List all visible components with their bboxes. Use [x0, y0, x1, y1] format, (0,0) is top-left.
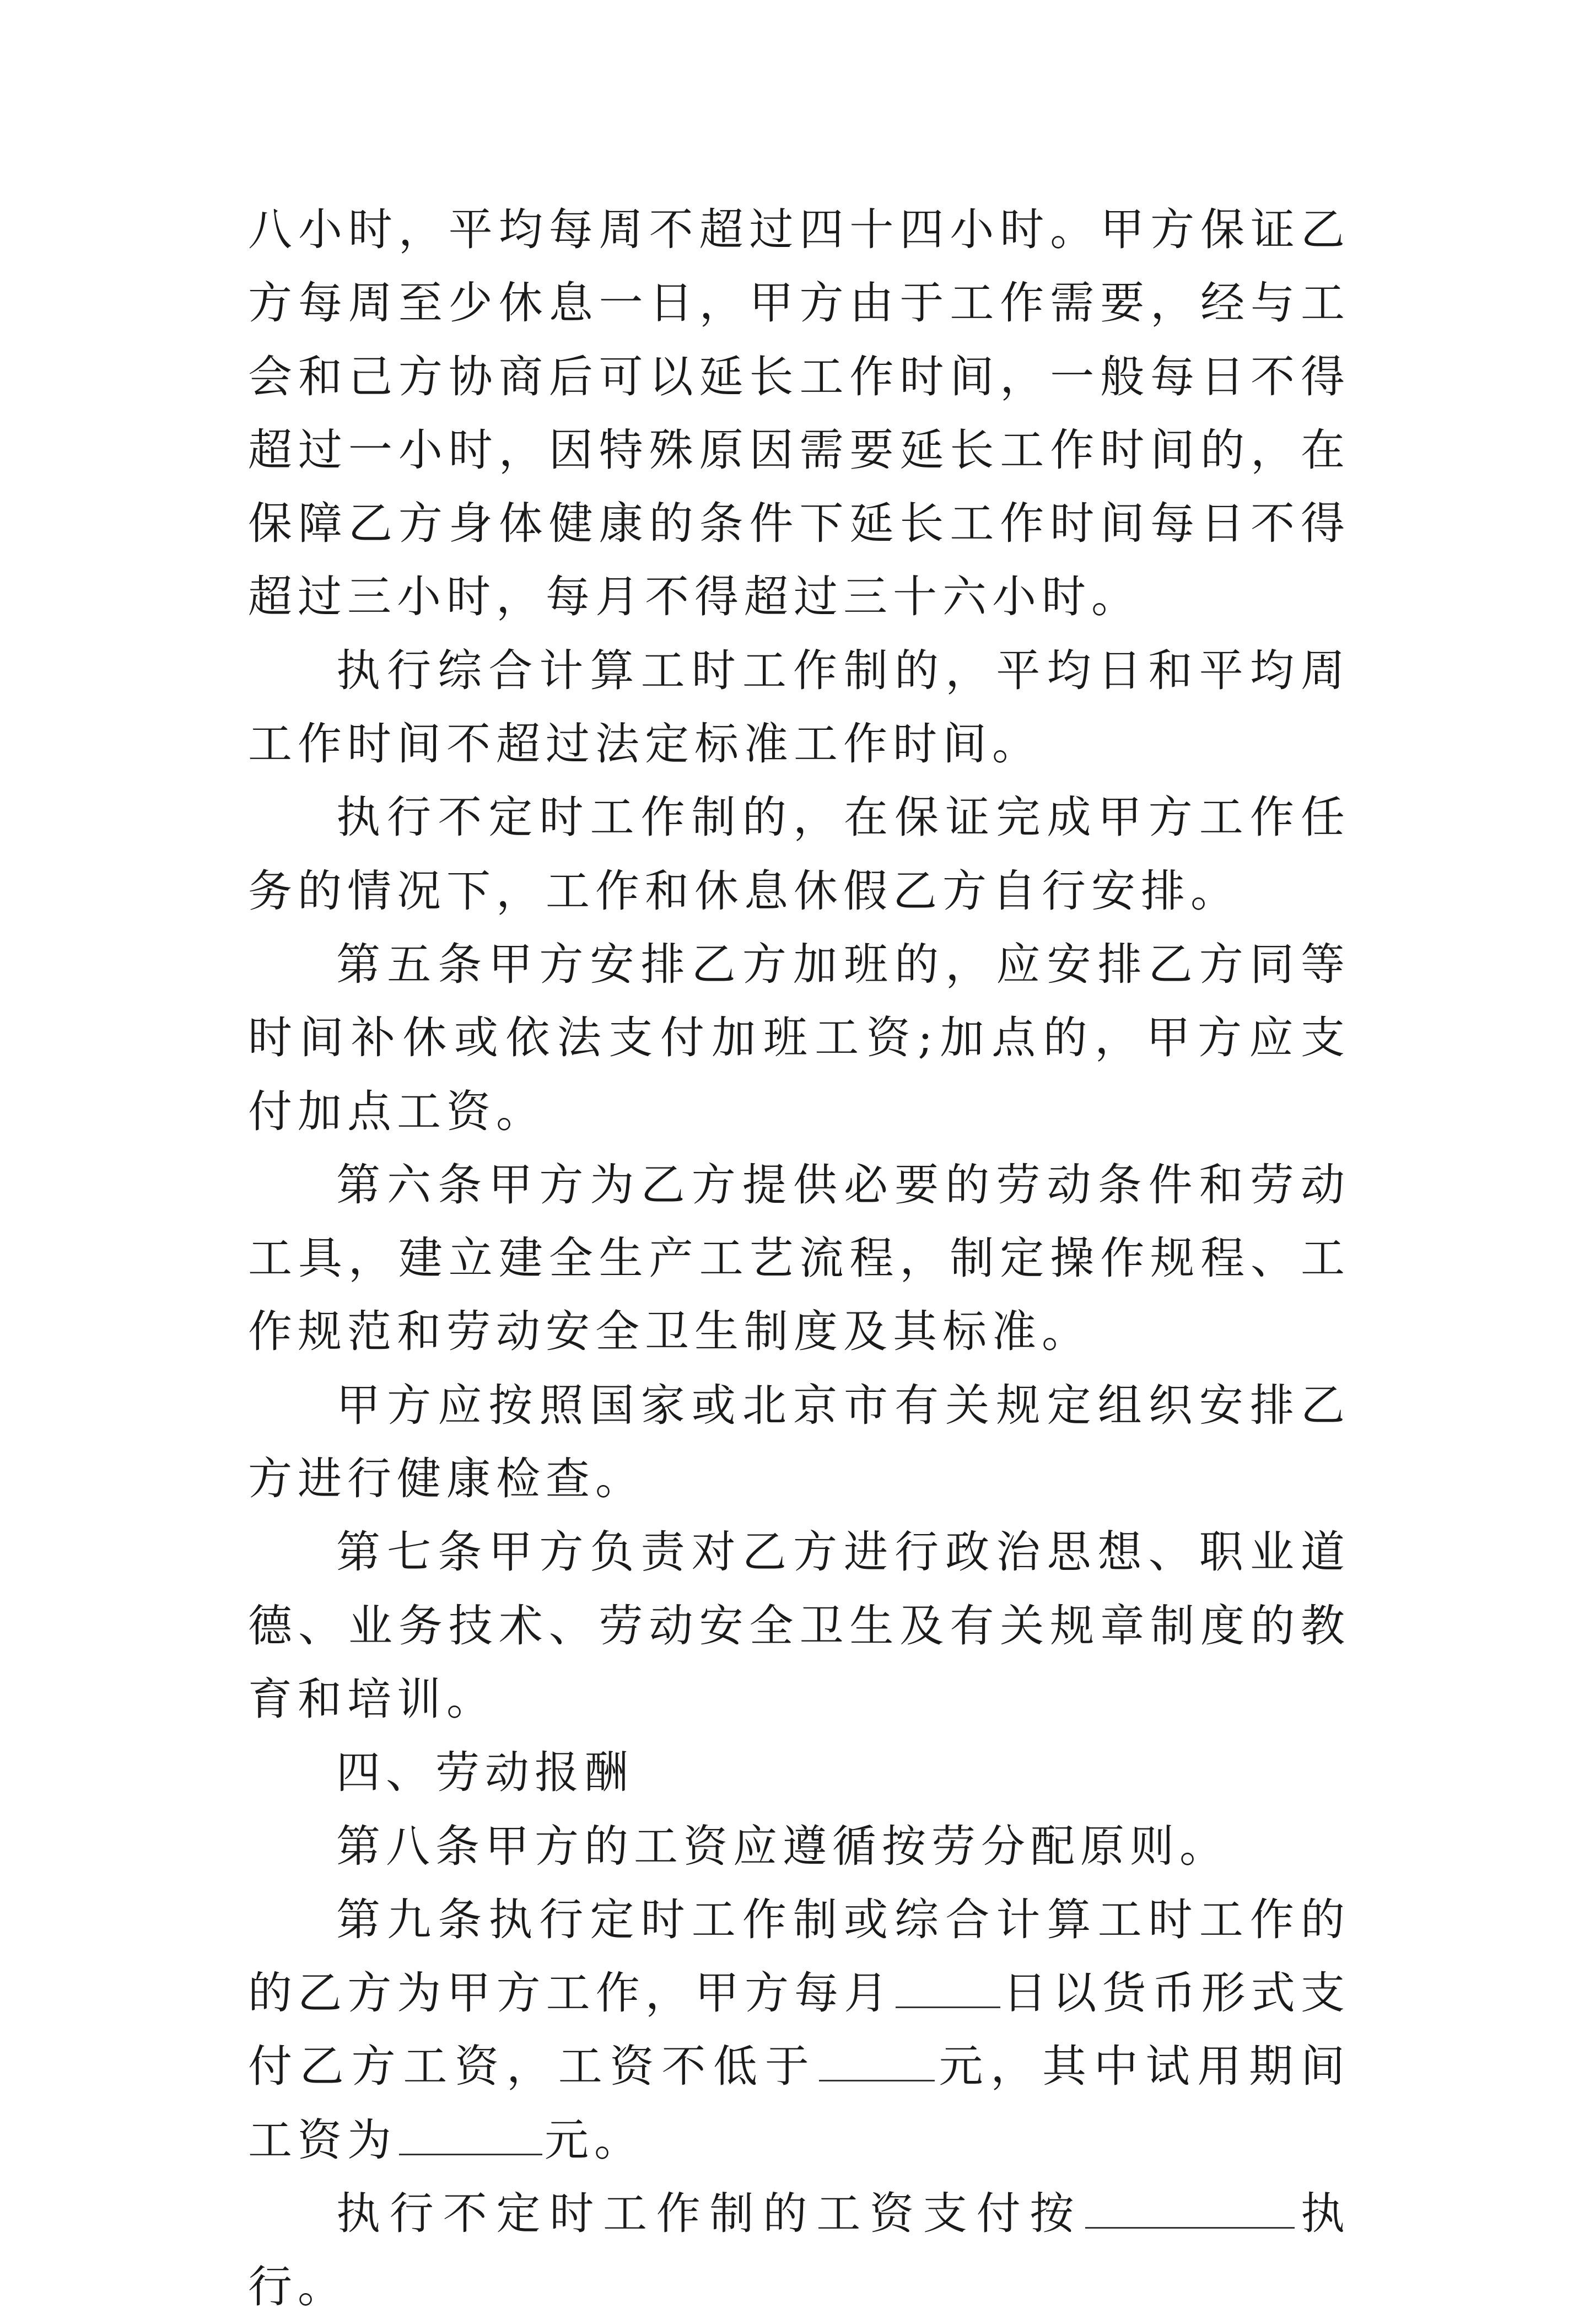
document-body	[248, 193, 1350, 2324]
clause-9-text-3: 元，其中试用期间工资为	[248, 2041, 1351, 2166]
flexible-pay-text-2: 执行。	[248, 2188, 1351, 2313]
clause-9-text-4: 元。	[545, 2114, 644, 2166]
paragraph-flexible-hours: 执行不定时工作制的，在保证完成甲方工作任务的情况下，工作和休息休假乙方自行安排。	[248, 792, 1350, 917]
flexible-pay-method-blank[interactable]	[1085, 2187, 1295, 2229]
section-heading-remuneration: 四、劳动报酬	[336, 1747, 634, 1799]
paragraph-working-hours: 八小时，平均每周不超过四十四小时。甲方保证乙方每周至少休息一日，甲方由于工作需要，经与工会和己方协商后可以延长工作时间，一般每日不得超过一小时，因特殊原因需要延长工作时间的，在保障乙方身体健康的条件下延长工作时间每日不得超过三小时，每月不得超过三十六小时。	[248, 204, 1350, 623]
paragraph-comprehensive-hours: 执行综合计算工时工作制的，平均日和平均周工作时间不超过法定标准工作时间。	[248, 644, 1350, 770]
probation-wage-blank[interactable]	[399, 2114, 542, 2155]
clause-9-text-1: 第九条执行定时工作制或综合计算工时工作的的乙方为甲方工作，甲方每月	[248, 1893, 1350, 2019]
paragraph-clause-7: 第七条甲方负责对乙方进行政治思想、职业道德、业务技术、劳动安全卫生及有关规章制度的教育和培训。	[248, 1526, 1350, 1725]
paragraph-flexible-pay	[248, 2177, 1350, 2324]
paragraph-clause-8: 第八条甲方的工资应遵循按劳分配原则。	[336, 1820, 1229, 1872]
paragraph-clause-9	[248, 1883, 1350, 2177]
flexible-pay-text-1: 执行不定时工作制的工资支付按	[336, 2188, 1084, 2240]
pay-day-blank[interactable]	[896, 1967, 1000, 2008]
paragraph-clause-6: 第六条甲方为乙方提供必要的劳动条件和劳动工具，建立建全生产工艺流程，制定操作规程、工作规范和劳动安全卫生制度及其标准。	[248, 1159, 1350, 1358]
minimum-wage-blank[interactable]	[819, 2040, 935, 2081]
paragraph-health-check: 甲方应按照国家或北京市有关规定组织安排乙方进行健康检查。	[248, 1379, 1350, 1505]
paragraph-clause-5: 第五条甲方安排乙方加班的，应安排乙方同等时间补休或依法支付加班工资;加点的，甲方应支付加点工资。	[248, 938, 1350, 1137]
clause-9-text-2: 日以货币形式支付乙方工资，工资不低于	[248, 1967, 1351, 2092]
